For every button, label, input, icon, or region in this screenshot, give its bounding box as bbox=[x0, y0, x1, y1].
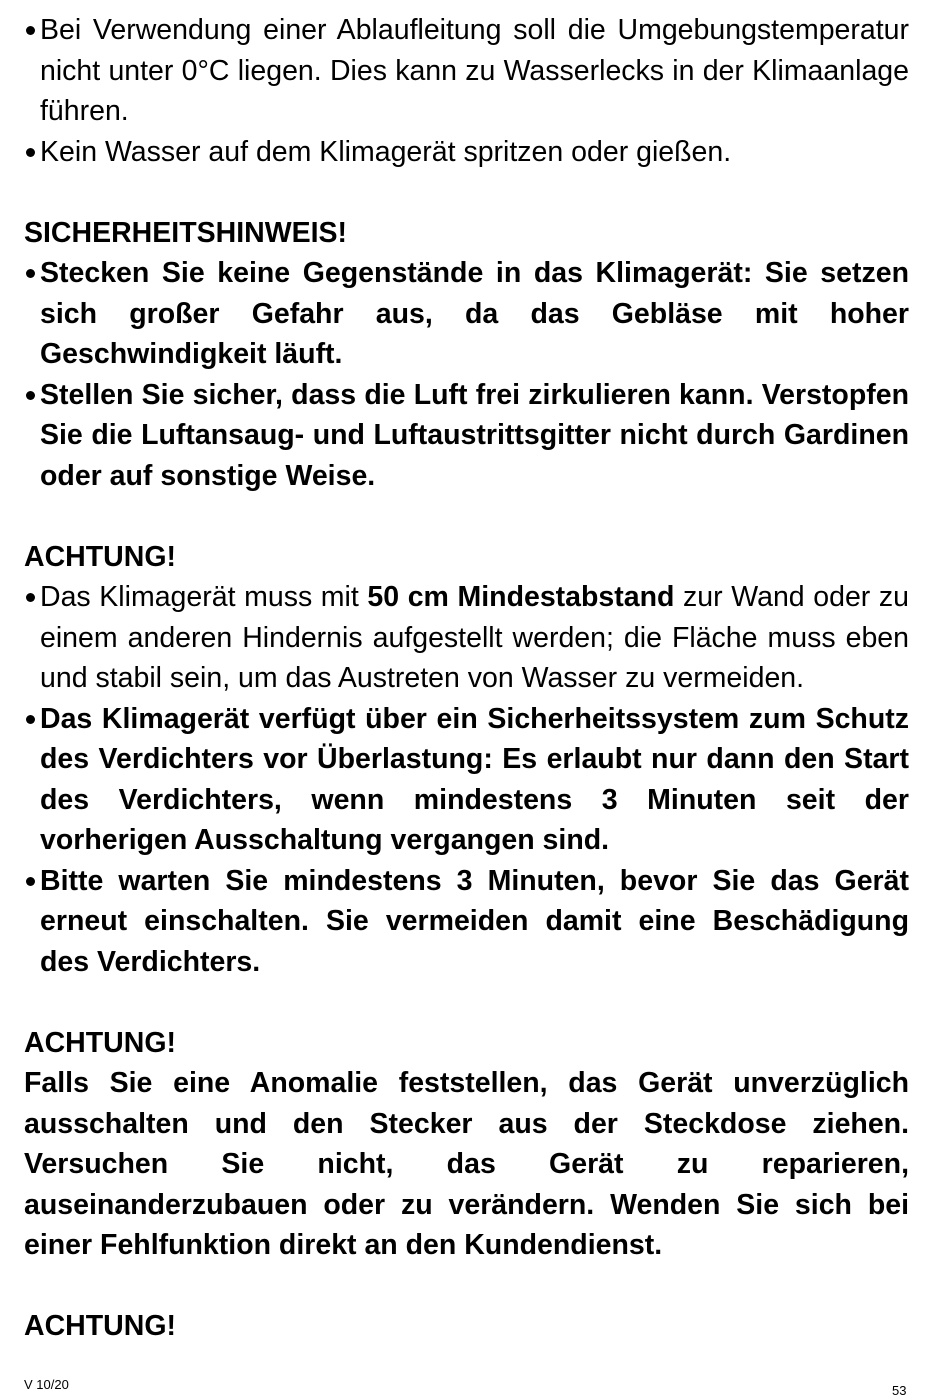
bullet-air-circulation: Stellen Sie sicher, dass die Luft frei zirkulieren kann. Verstopfen Sie die Luftansaug- und Luftaustrittsgitter nicht durch Gardinen oder auf sonstige Weise. bbox=[24, 375, 909, 497]
attention-heading-3: ACHTUNG! bbox=[24, 1310, 176, 1342]
bullet-minimum-distance bbox=[24, 577, 909, 699]
bullet-wait-three-minutes: Bitte warten Sie mindestens 3 Minuten, bevor Sie das Gerät erneut einschalten. Sie vermeiden damit eine Beschädigung des Verdichters. bbox=[24, 861, 909, 983]
spacer bbox=[24, 172, 909, 213]
bullet-no-water: Kein Wasser auf dem Klimagerät spritzen oder gießen. bbox=[24, 132, 909, 173]
spacer bbox=[24, 982, 909, 1023]
safety-heading: SICHERHEITSHINWEIS! bbox=[24, 216, 348, 249]
distance-text-pre: Das Klimagerät muss mit bbox=[40, 581, 368, 613]
spacer bbox=[24, 1266, 909, 1307]
distance-text-bold: 50 cm Mindestabstand bbox=[367, 581, 675, 613]
intro-bullet-list bbox=[24, 10, 909, 172]
attention-heading-1: ACHTUNG! bbox=[24, 540, 176, 573]
attention-heading-2: ACHTUNG! bbox=[24, 1026, 176, 1059]
safety-bullet-list bbox=[24, 253, 909, 496]
version-label: V 10/20 bbox=[24, 1377, 69, 1392]
bullet-compressor-protection: Das Klimagerät verfügt über ein Sicherheitssystem zum Schutz des Verdichters vor Überlastung: Es erlaubt nur dann den Start des Verdichters, wenn mindestens 3 Minuten seit der vorherigen Ausschaltung vergangen sind. bbox=[24, 699, 909, 861]
distance-text-post: zur Wand oder zu einem anderen Hindernis aufgestellt werden; die Fläche muss eben und stabil sein, um das Austreten von Wasser zu vermeiden. bbox=[40, 581, 909, 694]
page-content bbox=[24, 10, 909, 1347]
page-number: 53 bbox=[892, 1383, 907, 1398]
anomaly-paragraph: Falls Sie eine Anomalie feststellen, das Gerät unverzüglich ausschalten und den Stecker aus der Steckdose ziehen. Versuchen Sie nicht, das Gerät zu reparieren, auseinanderzubauen oder zu verändern. Wenden Sie sich bei einer Fehlfunktion direkt an den Kundendienst. bbox=[24, 1067, 909, 1261]
bullet-drain-temperature: Bei Verwendung einer Ablaufleitung soll die Umgebungstemperatur nicht unter 0°C liegen. Dies kann zu Wasserlecks in der Klimaanlage führen. bbox=[24, 10, 909, 132]
bullet-no-objects: Stecken Sie keine Gegenstände in das Klimagerät: Sie setzen sich großer Gefahr aus, da das Gebläse mit hoher Geschwindigkeit läuft. bbox=[24, 253, 909, 375]
spacer bbox=[24, 496, 909, 537]
attention-bullet-list bbox=[24, 577, 909, 982]
